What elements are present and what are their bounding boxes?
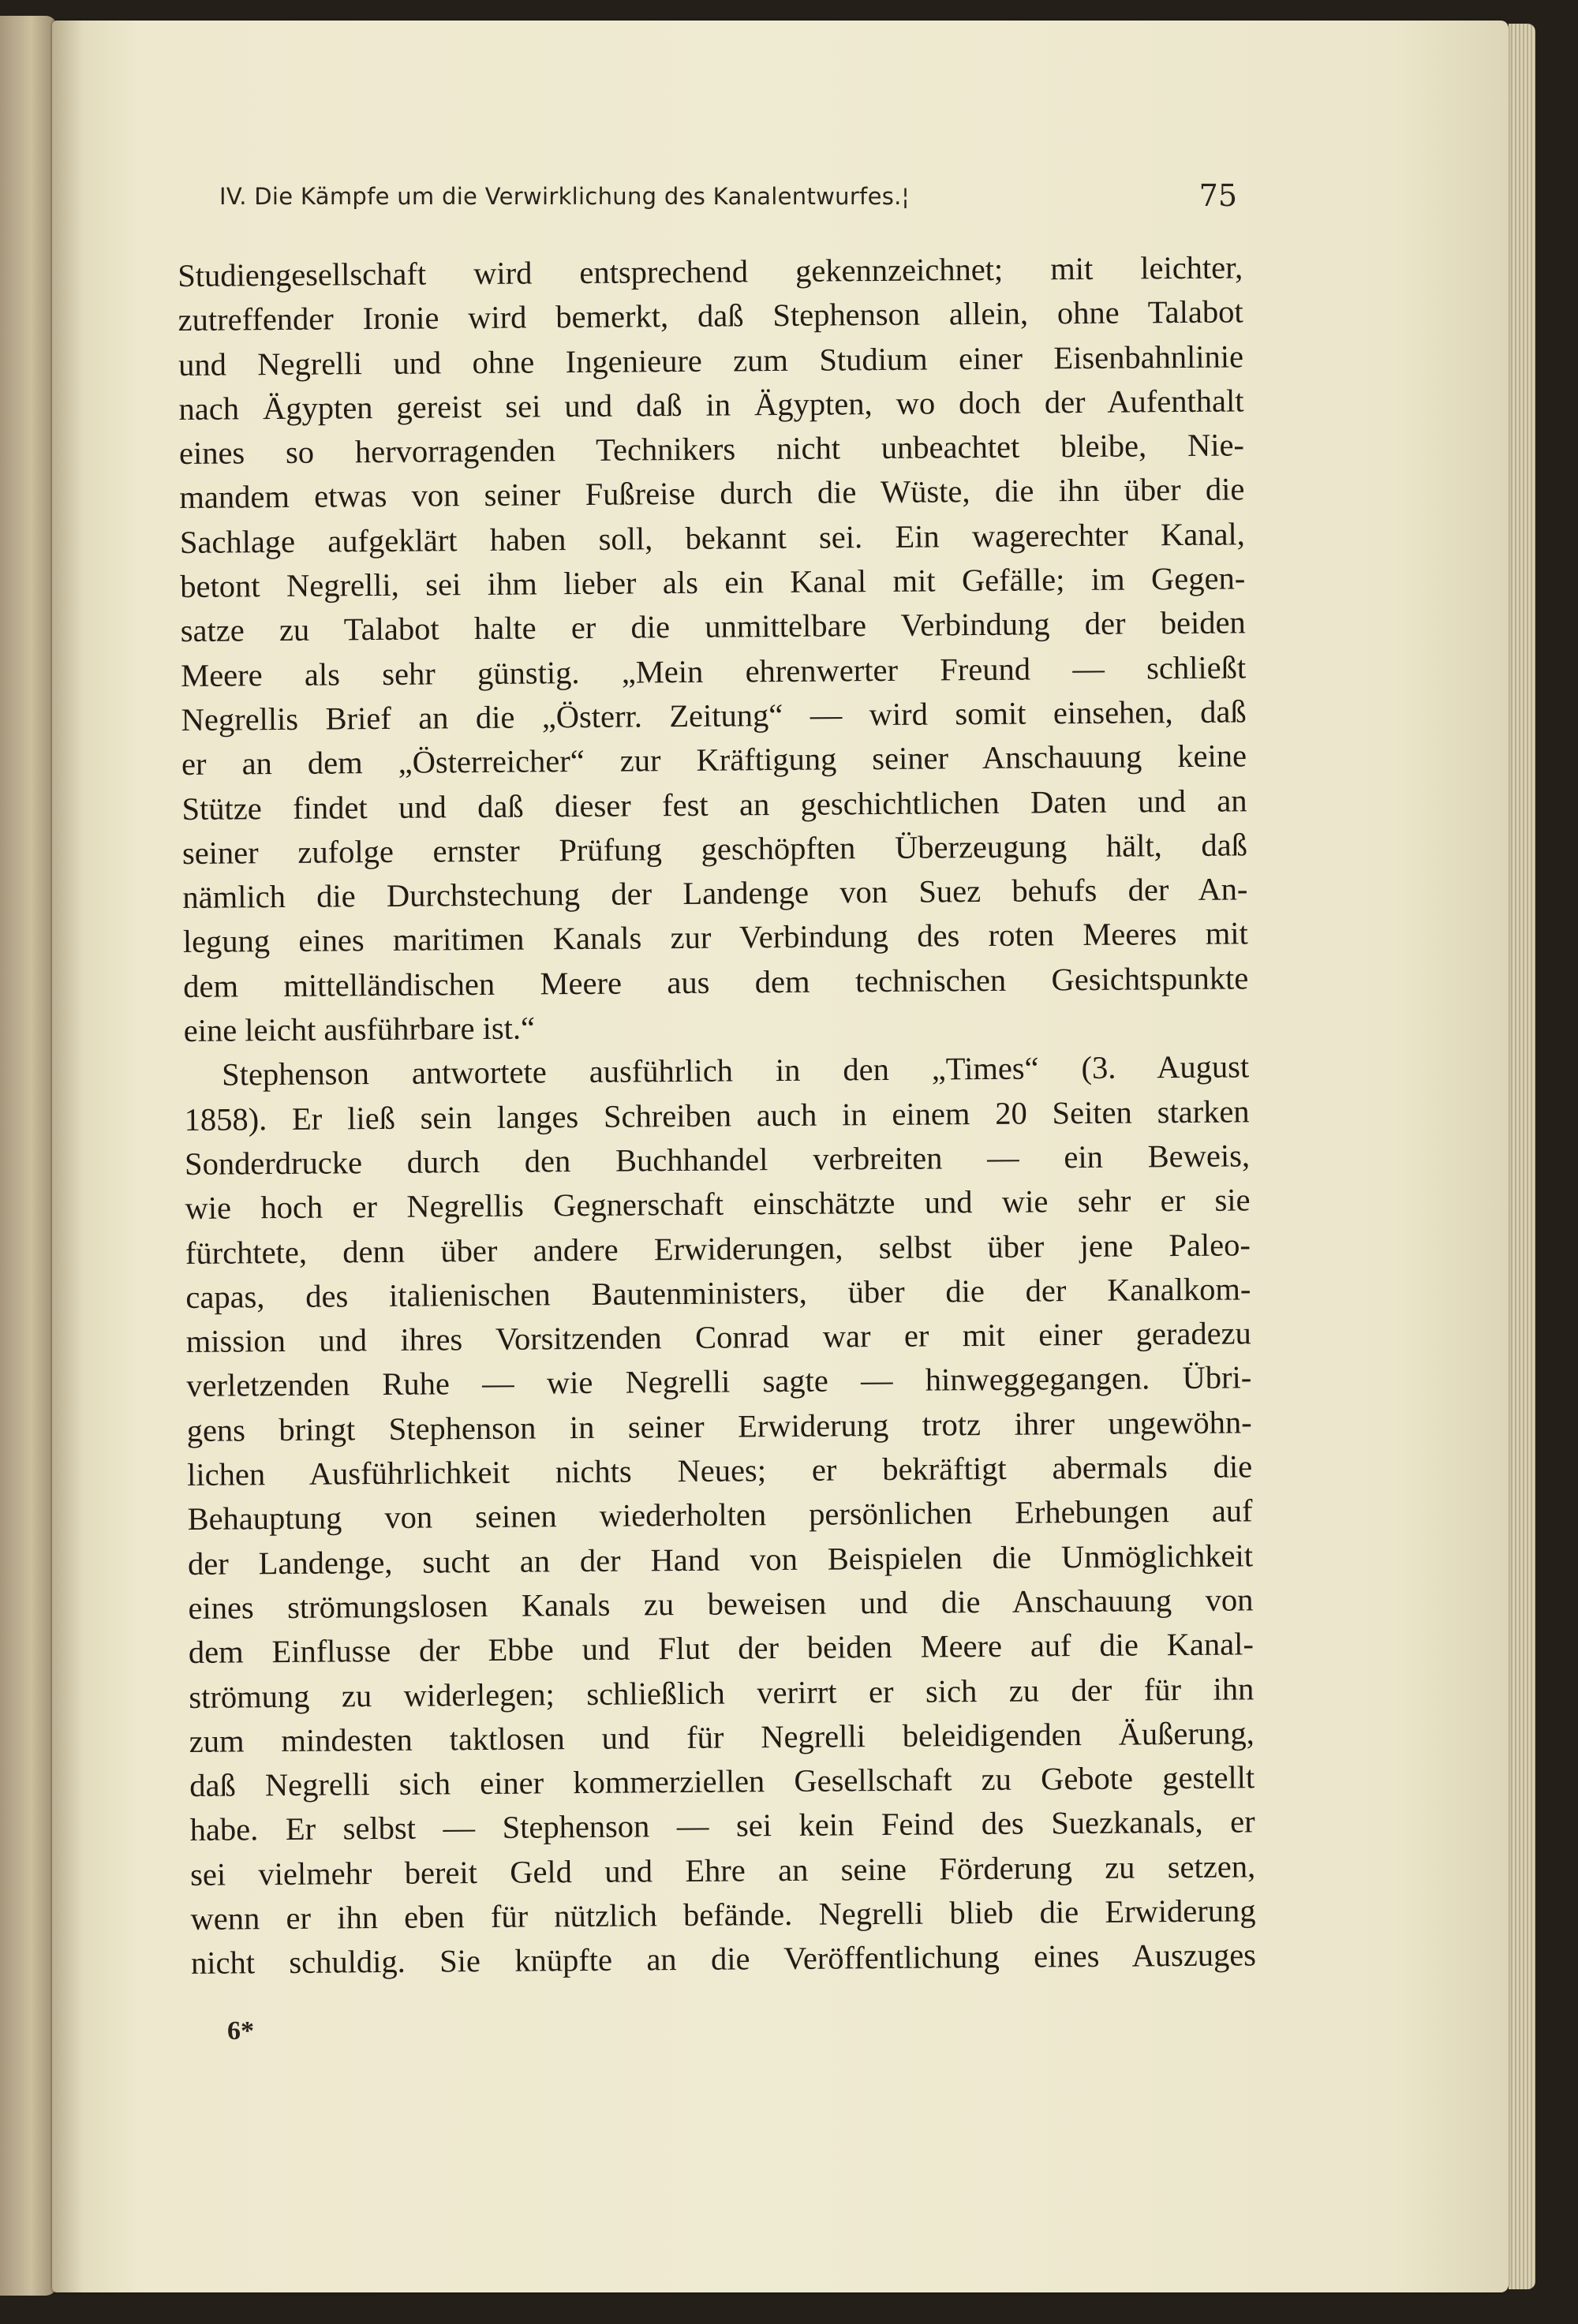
text-line: eines so hervorragenden Technikers nicht unbeachtet bleibe, Nie- (178, 427, 1245, 472)
text-line: dem Einflusse der Ebbe und Flut der beiden Meere auf die Kanal- (188, 1626, 1255, 1671)
text-line: Sachlage aufgeklärt haben soll, bekannt sei. Ein wagerechter Kanal, (179, 516, 1246, 560)
text-line: der Landenge, sucht an der Hand von Beispielen die Unmöglichkeit (187, 1537, 1254, 1582)
page-number: 75 (1198, 178, 1237, 213)
text-line: dem mittelländischen Meere aus dem technischen Gesichtspunkte (183, 960, 1249, 1004)
text-line: daß Negrelli sich einer kommerziellen Gesellschaft zu Gebote gestellt (189, 1759, 1255, 1804)
paragraph-end-line: eine leicht ausführbare ist.“ (183, 1010, 536, 1049)
text-line: nach Ägypten gereist sei und daß in Ägypten, wo doch der Aufenthalt (178, 383, 1244, 427)
gutter-shadow (52, 21, 84, 2292)
text-line: satze zu Talabot halte er die unmittelbare Verbindung der beiden (180, 604, 1246, 649)
text-line: nicht schuldig. Sie knüpfte an die Veröffentlichung eines Auszuges (190, 1937, 1257, 1982)
signature-mark: 6* (227, 2016, 254, 2046)
text-line: wenn er ihn eben für nützlich befände. Negrelli blieb die Erwiderung (190, 1892, 1256, 1937)
body-text (178, 245, 1256, 1986)
text-line: capas, des italienischen Bautenministers, über die der Kanalkom- (185, 1271, 1251, 1315)
text-line: wie hoch er Negrellis Gegnerschaft einschätzte und wie sehr er sie (185, 1182, 1251, 1227)
text-line: strömung zu widerlegen; schließlich verirrt er sich zu der für ihn (189, 1670, 1255, 1715)
text-line: verletzenden Ruhe — wie Negrelli sagte — hinweggegangen. Übri- (186, 1359, 1252, 1404)
text-line: Studiengesellschaft wird entsprechend gekennzeichnet; mit leichter, (178, 249, 1243, 293)
text-line: Meere als sehr günstig. „Mein ehrenwerter Freund — schließt (181, 649, 1247, 693)
text-line: fürchtete, denn über andere Erwiderungen, selbst über jene Paleo- (185, 1226, 1251, 1271)
text-line: gens bringt Stephenson in seiner Erwiderung trotz ihrer ungewöhn- (186, 1404, 1252, 1448)
text-line: sei vielmehr bereit Geld und Ehre an seine Förderung zu setzen, (189, 1848, 1256, 1892)
text-line: er an dem „Österreicher“ zur Kräftigung seiner Anschauung keine (181, 738, 1247, 783)
text-line: mission und ihres Vorsitzenden Conrad war er mit einer geradezu (185, 1315, 1251, 1360)
text-line: zum mindesten taktlosen und für Negrelli beleidigenden Äußerung, (189, 1715, 1255, 1759)
text-line: betont Negrelli, sei ihm lieber als ein Kanal mit Gefälle; im Gegen- (180, 560, 1246, 605)
text-line: eines strömungslosen Kanals zu beweisen und die Anschauung von (188, 1582, 1254, 1626)
text-line: Negrellis Brief an die „Österr. Zeitung“ — wird somit einsehen, daß (181, 693, 1247, 738)
page-block-edges (1509, 24, 1535, 2289)
text-line: habe. Er selbst — Stephenson — sei kein Feind des Suezkanals, er (189, 1803, 1255, 1848)
text-line: lichen Ausführlichkeit nichts Neues; er bekräftigt abermals die (186, 1448, 1253, 1493)
text-line: zutreffender Ironie wird bemerkt, daß Stephenson allein, ohne Talabot (178, 293, 1243, 338)
text-line: nämlich die Durchstechung der Landenge von Suez behufs der An- (182, 871, 1248, 916)
previous-page-edge (0, 16, 57, 2296)
text-line: legung eines maritimen Kanals zur Verbindung des roten Meeres mit (182, 915, 1248, 960)
text-line: seiner zufolge ernster Prüfung geschöpften Überzeugung hält, daß (181, 827, 1248, 871)
paragraph-start-line: Stephenson antwortete ausführlich in den „Times“ (3. August (221, 1048, 1250, 1093)
text-line: Behauptung von seinen wiederholten persönlichen Erhebungen auf (187, 1493, 1253, 1538)
text-line: und Negrelli und ohne Ingenieure zum Studium einer Eisenbahnlinie (178, 338, 1244, 383)
running-header (219, 177, 1237, 224)
text-line: Sonderdrucke durch den Buchhandel verbreiten — ein Beweis, (184, 1138, 1251, 1182)
running-title: IV. Die Kämpfe um die Verwirklichung des Kanalentwurfes.¦ (219, 183, 910, 210)
text-line: Stütze findet und daß dieser fest an geschichtlichen Daten und an (181, 782, 1247, 827)
text-line: 1858). Er ließ sein langes Schreiben auch in einem 20 Seiten starken (184, 1093, 1250, 1138)
text-line: mandem etwas von seiner Fußreise durch die Wüste, die ihn über die (179, 471, 1245, 516)
